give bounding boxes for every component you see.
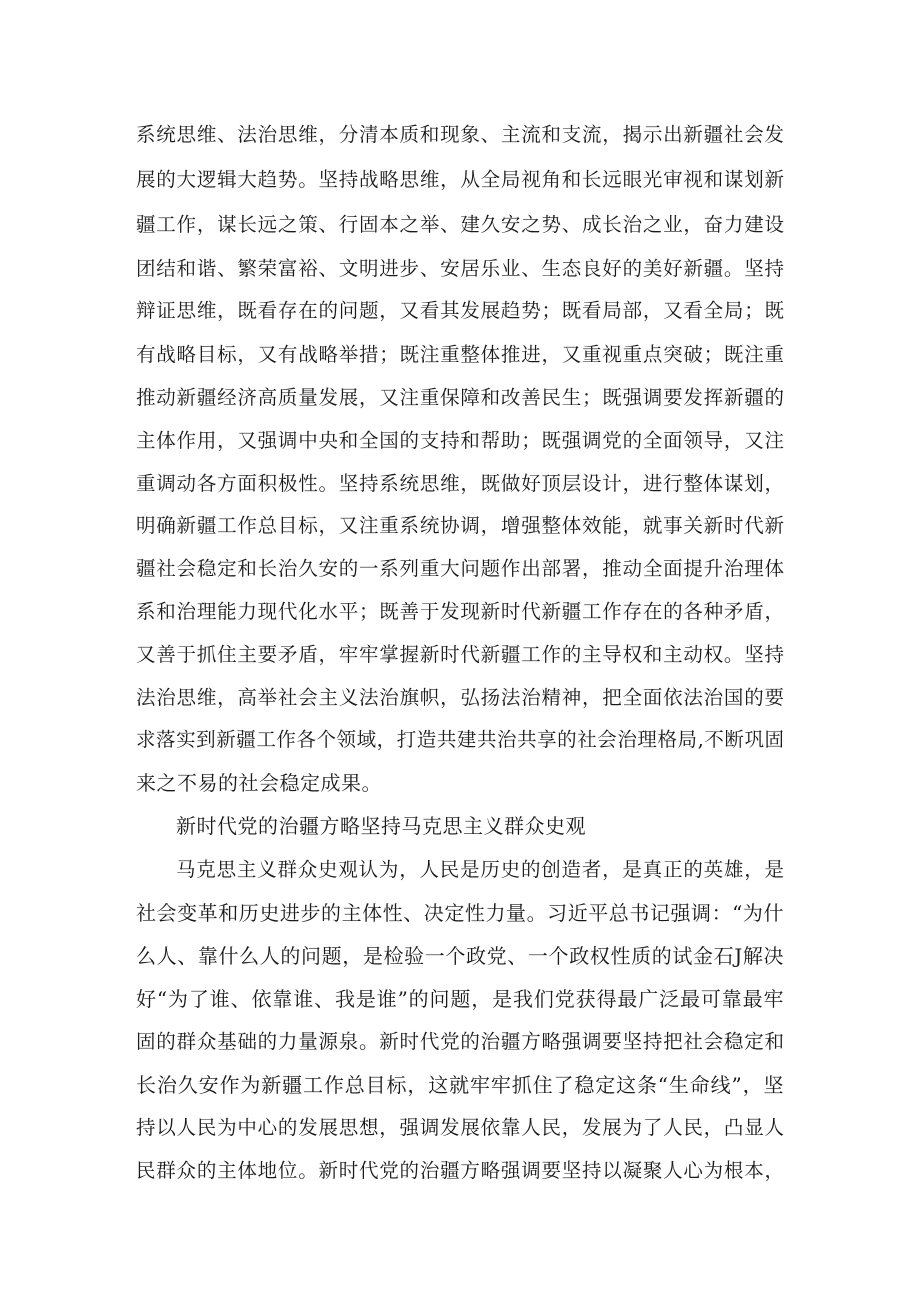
- paragraph-line: 重调动各方面积极性。坚持系统思维，既做好顶层设计，进行整体谋划，: [136, 472, 784, 495]
- paragraph-line: 又善于抓住主要矛盾，牢牢掌握新时代新疆工作的主导权和主动权。坚持: [136, 643, 784, 666]
- paragraph-line: 固的群众基础的力量源泉。新时代党的治疆方略强调要坚持把社会稳定和: [136, 1030, 784, 1053]
- paragraph-line: 明确新疆工作总目标，又注重系统协调，增强整体效能，就事关新时代新: [136, 514, 784, 537]
- paragraph-line: 求落实到新疆工作各个领域，打造共建共治共享的社会治理格局,不断巩固: [136, 728, 784, 751]
- paragraph-line: 好“为了谁、依靠谁、我是谁”的问题，是我们党获得最广泛最可靠最牢: [136, 987, 784, 1011]
- paragraph-line: 辩证思维，既看存在的问题，又看其发展趋势；既看局部，又看全局；既: [136, 299, 784, 322]
- paragraph-line: 法治思维，高举社会主义法治旗帜，弘扬法治精神，把全面依法治国的要: [136, 686, 784, 709]
- paragraph-line: 来之不易的社会稳定成果。: [136, 771, 382, 795]
- section-heading: 新时代党的治疆方略坚持马克思主义群众史观: [176, 814, 586, 838]
- paragraph-line: 民群众的主体地位。新时代党的治疆方略强调要坚持以凝聚人心为根本，: [136, 1159, 784, 1182]
- paragraph-line: 疆社会稳定和长治久安的一系列重大问题作出部署，推动全面提升治理体: [136, 557, 784, 580]
- paragraph-line: 系统思维、法治思维，分清本质和现象、主流和支流，揭示出新疆社会发: [136, 123, 784, 146]
- paragraph-line: 疆工作，谋长远之策、行固本之举、建久安之势、成长治之业，奋力建设: [136, 213, 784, 236]
- paragraph-line: 马克思主义群众史观认为，人民是历史的创造者，是真正的英雄，是: [176, 858, 784, 881]
- paragraph-line: 主体作用，又强调中央和全国的支持和帮助；既强调党的全面领导，又注: [136, 429, 784, 452]
- paragraph-line: 团结和谐、繁荣富裕、文明进步、安居乐业、生态良好的美好新疆。坚持: [136, 257, 784, 280]
- paragraph-line: 系和治理能力现代化水平；既善于发现新时代新疆工作存在的各种矛盾，: [136, 600, 784, 623]
- paragraph-line: 展的大逻辑大趋势。坚持战略思维，从全局视角和长远眼光审视和谋划新: [136, 168, 784, 191]
- paragraph-line: 有战略目标，又有战略举措；既注重整体推进，又重视重点突破；既注重: [136, 343, 784, 366]
- paragraph-line: 持以人民为中心的发展思想，强调发展依靠人民，发展为了人民，凸显人: [136, 1116, 784, 1139]
- paragraph-line: 推动新疆经济高质量发展，又注重保障和改善民生；既强调要发挥新疆的: [136, 386, 784, 409]
- paragraph-line: 么人、靠什么人的问题，是检验一个政党、一个政权性质的试金石J解决: [136, 944, 784, 968]
- paragraph-line: 长治久安作为新疆工作总目标，这就牢牢抓住了稳定这条“生命线”，坚: [136, 1073, 784, 1097]
- paragraph-line: 社会变革和历史进步的主体性、决定性力量。习近平总书记强调：“为什: [136, 901, 784, 925]
